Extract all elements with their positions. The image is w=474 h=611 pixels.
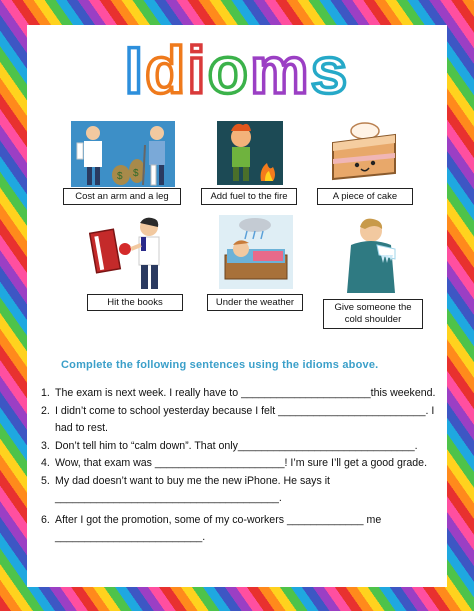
- title-letter: i: [187, 33, 208, 107]
- worksheet-page: [27, 25, 447, 587]
- svg-text:$: $: [133, 168, 139, 179]
- sentence-number: 6.: [41, 513, 50, 526]
- svg-text:$: $: [117, 171, 123, 182]
- sentence-item: [41, 473, 446, 508]
- sentence-item: [41, 385, 446, 403]
- sentence-item: [41, 512, 446, 547]
- title-letter: I: [124, 33, 145, 107]
- frozen-shoulder-icon: [341, 215, 401, 295]
- sick-in-bed-icon: [219, 215, 293, 289]
- idiom-label: Under the weather: [207, 294, 303, 311]
- angry-boy-fire-icon: [217, 121, 283, 185]
- page-title: [27, 35, 447, 105]
- idiom-label: Add fuel to the fire: [201, 188, 297, 205]
- sentence-number: 1.: [41, 387, 50, 399]
- title-letter: s: [310, 33, 350, 107]
- sentence-text: My dad doesn’t want to buy me the new iPhone. He says it ______________________________________.: [55, 474, 330, 504]
- title-letter: d: [144, 33, 188, 107]
- cake-slice-icon: [329, 121, 399, 183]
- idiom-card-under-the-weather: [207, 215, 303, 319]
- idiom-label: A piece of cake: [317, 188, 413, 205]
- sentence-item: [41, 438, 446, 456]
- idiom-card-hit-the-books: [87, 215, 183, 319]
- idiom-card-cold-shoulder: [323, 215, 423, 335]
- idiom-card-cost-arm-leg: [63, 121, 181, 211]
- sentence-list: [41, 385, 446, 547]
- sentence-text: After I got the promotion, some of my co-workers _____________ me _________________________.: [55, 513, 382, 543]
- sentence-text: I didn’t come to school yesterday because I felt _________________________. I had to rest.: [55, 404, 435, 434]
- sentence-number: 3.: [41, 439, 50, 452]
- sentence-number: 2.: [41, 404, 50, 417]
- title-letter: o: [207, 33, 250, 107]
- idiom-label: Hit the books: [87, 294, 183, 311]
- sentence-number: 4.: [41, 457, 50, 469]
- instruction-text: Complete the following sentences using the idioms above.: [61, 359, 379, 371]
- sentence-number: 5.: [41, 474, 50, 487]
- money-injury-icon: [71, 121, 175, 187]
- sentence-item: [41, 455, 446, 473]
- sentence-text: The exam is next week. I really have to ______________________this weekend.: [55, 387, 436, 399]
- sentence-text: Wow, that exam was ______________________! I’m sure I’ll get a good grade.: [55, 457, 428, 469]
- title-letter: m: [249, 33, 311, 107]
- idiom-label: Cost an arm and a leg: [63, 188, 181, 205]
- idiom-label: Give someone the cold shoulder: [323, 299, 423, 329]
- idiom-card-piece-of-cake: [317, 121, 413, 211]
- idiom-card-add-fuel: [201, 121, 297, 211]
- sentence-item: [41, 403, 446, 438]
- boxing-book-icon: [89, 215, 179, 291]
- sentence-text: Don’t tell him to “calm down”. That only______________________________.: [55, 439, 418, 452]
